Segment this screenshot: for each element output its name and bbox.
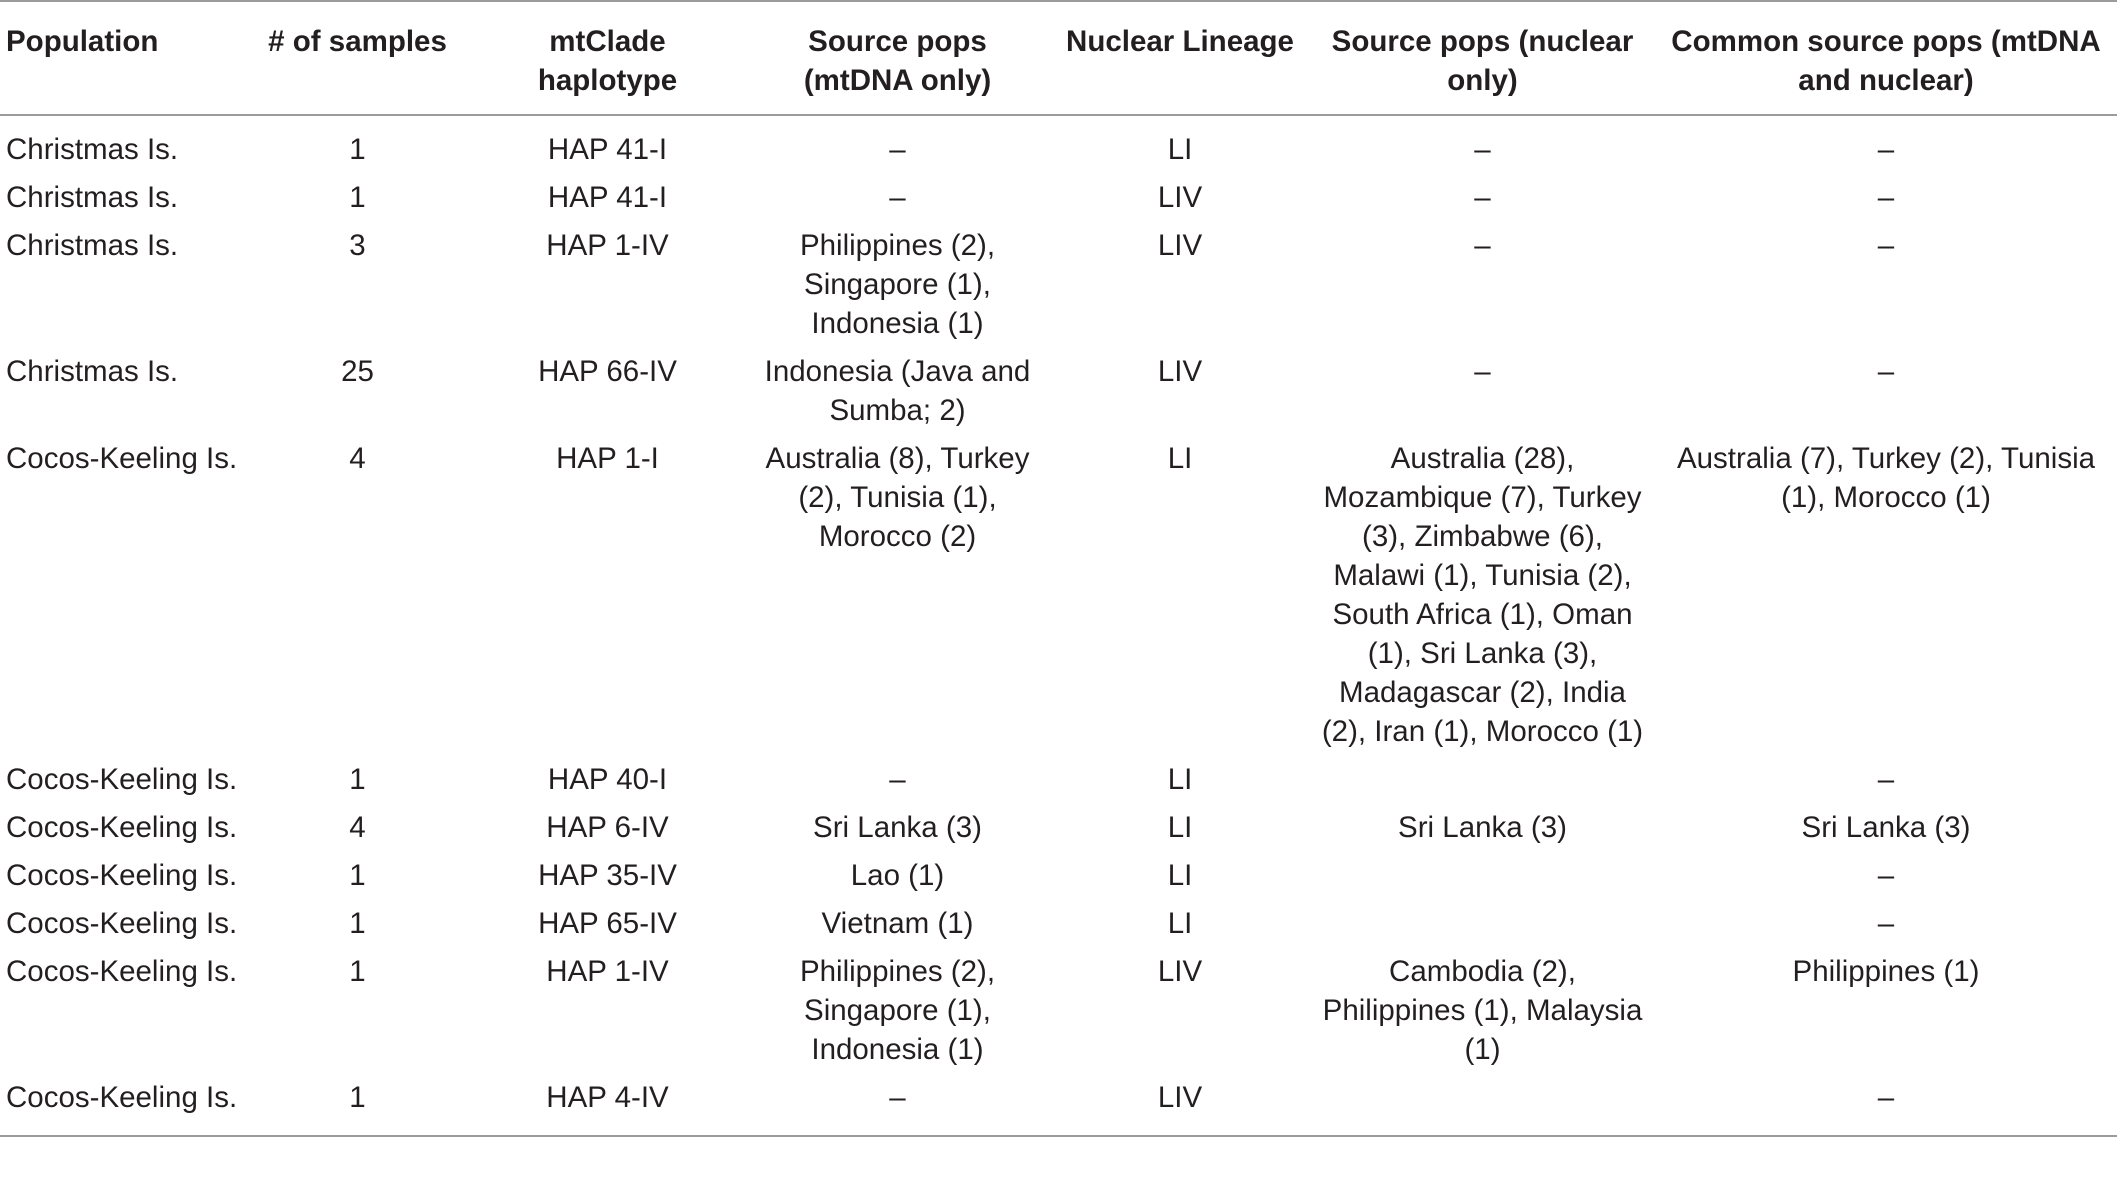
cell-mtclade-haplotype: HAP 1-IV bbox=[546, 229, 669, 262]
cell-source-pops-mtdna: – bbox=[889, 181, 906, 214]
cell-source-pops-mtdna: Vietnam (1) bbox=[821, 907, 974, 940]
cell-source-pops-mtdna: Australia (8), Turkey (2), Tunisia (1), Morocco (2) bbox=[765, 442, 1030, 553]
header-source-pops-nuclear: Source pops (nuclear only) bbox=[1331, 25, 1634, 97]
cell-source-pops-nuclear: Sri Lanka (3) bbox=[1398, 811, 1567, 844]
cell-nuclear-lineage: LIV bbox=[1157, 355, 1203, 388]
cell-source-pops-mtdna: – bbox=[889, 133, 906, 166]
cell-num-samples: 4 bbox=[349, 442, 366, 475]
cell-source-pops-nuclear bbox=[1310, 899, 1655, 947]
cell-mtclade-haplotype: HAP 4-IV bbox=[546, 1081, 669, 1114]
cell-source-pops-nuclear: Cambodia (2), Philippines (1), Malaysia (1) bbox=[1322, 955, 1643, 1066]
header-source-pops-mtdna: Source pops (mtDNA only) bbox=[803, 25, 992, 97]
cell-population: Cocos-Keeling Is. bbox=[6, 1081, 238, 1114]
cell-num-samples: 1 bbox=[349, 181, 366, 214]
cell-population: Christmas Is. bbox=[6, 229, 179, 262]
cell-mtclade-haplotype: HAP 41-I bbox=[547, 133, 668, 166]
cell-common-source-pops: – bbox=[1877, 133, 1895, 166]
cell-population: Cocos-Keeling Is. bbox=[6, 859, 238, 892]
cell-population: Cocos-Keeling Is. bbox=[6, 955, 238, 988]
cell-source-pops-mtdna: – bbox=[889, 763, 906, 796]
cell-source-pops-mtdna: – bbox=[889, 1081, 906, 1114]
cell-num-samples: 4 bbox=[349, 811, 366, 844]
header-row bbox=[0, 1, 2117, 115]
table-row bbox=[0, 899, 2117, 947]
cell-num-samples: 1 bbox=[349, 763, 366, 796]
table-row bbox=[0, 434, 2117, 755]
cell-source-pops-nuclear: – bbox=[1474, 181, 1491, 214]
cell-population: Cocos-Keeling Is. bbox=[6, 907, 238, 940]
cell-nuclear-lineage: LIV bbox=[1157, 181, 1203, 214]
header-mtclade-haplotype: mtClade haplotype bbox=[537, 25, 678, 97]
cell-source-pops-nuclear: Australia (28), Mozambique (7), Turkey (3), Zimbabwe (6), Malawi (1), Tunisia (2), South Africa (1), Oman (1), Sri Lanka (3), Madagascar (2), India (2), Iran (1), Morocco (1) bbox=[1321, 442, 1644, 748]
cell-population: Christmas Is. bbox=[6, 133, 179, 166]
table-row bbox=[0, 1073, 2117, 1136]
table-row bbox=[0, 221, 2117, 347]
cell-source-pops-nuclear: – bbox=[1474, 229, 1491, 262]
cell-mtclade-haplotype: HAP 40-I bbox=[547, 763, 668, 796]
cell-nuclear-lineage: LI bbox=[1167, 811, 1193, 844]
cell-mtclade-haplotype: HAP 35-IV bbox=[538, 859, 677, 892]
cell-mtclade-haplotype: HAP 1-IV bbox=[546, 955, 669, 988]
cell-nuclear-lineage: LI bbox=[1167, 907, 1193, 940]
cell-common-source-pops: – bbox=[1877, 859, 1895, 892]
table-header bbox=[0, 1, 2117, 115]
cell-common-source-pops: – bbox=[1877, 355, 1895, 388]
cell-mtclade-haplotype: HAP 66-IV bbox=[538, 355, 677, 388]
cell-source-pops-mtdna: Lao (1) bbox=[850, 859, 945, 892]
cell-nuclear-lineage: LIV bbox=[1157, 229, 1203, 262]
table-row bbox=[0, 947, 2117, 1073]
table-row bbox=[0, 347, 2117, 434]
cell-mtclade-haplotype: HAP 1-I bbox=[556, 442, 659, 475]
cell-common-source-pops: – bbox=[1877, 181, 1895, 214]
cell-nuclear-lineage: LI bbox=[1167, 859, 1193, 892]
cell-common-source-pops: – bbox=[1877, 763, 1895, 796]
table-row bbox=[0, 803, 2117, 851]
cell-source-pops-nuclear: – bbox=[1474, 355, 1491, 388]
cell-nuclear-lineage: LIV bbox=[1157, 1081, 1203, 1114]
table-row bbox=[0, 851, 2117, 899]
cell-common-source-pops: – bbox=[1877, 229, 1895, 262]
cell-mtclade-haplotype: HAP 65-IV bbox=[538, 907, 677, 940]
cell-num-samples: 1 bbox=[349, 907, 366, 940]
cell-source-pops-mtdna: Indonesia (Java and Sumba; 2) bbox=[764, 355, 1031, 427]
cell-source-pops-mtdna: Philippines (2), Singapore (1), Indonesia (1) bbox=[799, 955, 996, 1066]
cell-common-source-pops: Philippines (1) bbox=[1792, 955, 1980, 988]
cell-source-pops-nuclear bbox=[1310, 851, 1655, 899]
cell-num-samples: 1 bbox=[349, 955, 366, 988]
cell-num-samples: 1 bbox=[349, 133, 366, 166]
cell-mtclade-haplotype: HAP 6-IV bbox=[546, 811, 669, 844]
cell-population: Christmas Is. bbox=[6, 355, 179, 388]
header-population: Population bbox=[6, 25, 159, 58]
table-row bbox=[0, 755, 2117, 803]
cell-source-pops-mtdna: Sri Lanka (3) bbox=[813, 811, 982, 844]
header-common-source-pops: Common source pops (mtDNA and nuclear) bbox=[1671, 25, 2101, 97]
cell-population: Christmas Is. bbox=[6, 181, 179, 214]
header-nuclear-lineage: Nuclear Lineage bbox=[1066, 25, 1294, 58]
cell-num-samples: 25 bbox=[341, 355, 374, 388]
cell-source-pops-nuclear bbox=[1310, 755, 1655, 803]
cell-population: Cocos-Keeling Is. bbox=[6, 442, 238, 475]
cell-common-source-pops: – bbox=[1877, 1081, 1895, 1114]
cell-population: Cocos-Keeling Is. bbox=[6, 811, 238, 844]
cell-common-source-pops: Australia (7), Turkey (2), Tunisia (1), Morocco (1) bbox=[1676, 442, 2096, 514]
cell-source-pops-nuclear: – bbox=[1474, 133, 1491, 166]
cell-common-source-pops: – bbox=[1877, 907, 1895, 940]
cell-nuclear-lineage: LI bbox=[1167, 133, 1193, 166]
cell-mtclade-haplotype: HAP 41-I bbox=[547, 181, 668, 214]
cell-source-pops-mtdna: Philippines (2), Singapore (1), Indonesia (1) bbox=[799, 229, 996, 340]
table-row bbox=[0, 173, 2117, 221]
cell-source-pops-nuclear bbox=[1310, 1073, 1655, 1136]
cell-population: Cocos-Keeling Is. bbox=[6, 763, 238, 796]
cell-common-source-pops: Sri Lanka (3) bbox=[1801, 811, 1971, 844]
cell-nuclear-lineage: LI bbox=[1167, 442, 1193, 475]
table-row bbox=[0, 115, 2117, 173]
cell-num-samples: 3 bbox=[349, 229, 366, 262]
header-num-samples: # of samples bbox=[268, 25, 447, 58]
table-body bbox=[0, 115, 2117, 1136]
cell-nuclear-lineage: LI bbox=[1167, 763, 1193, 796]
cell-num-samples: 1 bbox=[349, 1081, 366, 1114]
cell-num-samples: 1 bbox=[349, 859, 366, 892]
cell-nuclear-lineage: LIV bbox=[1157, 955, 1203, 988]
